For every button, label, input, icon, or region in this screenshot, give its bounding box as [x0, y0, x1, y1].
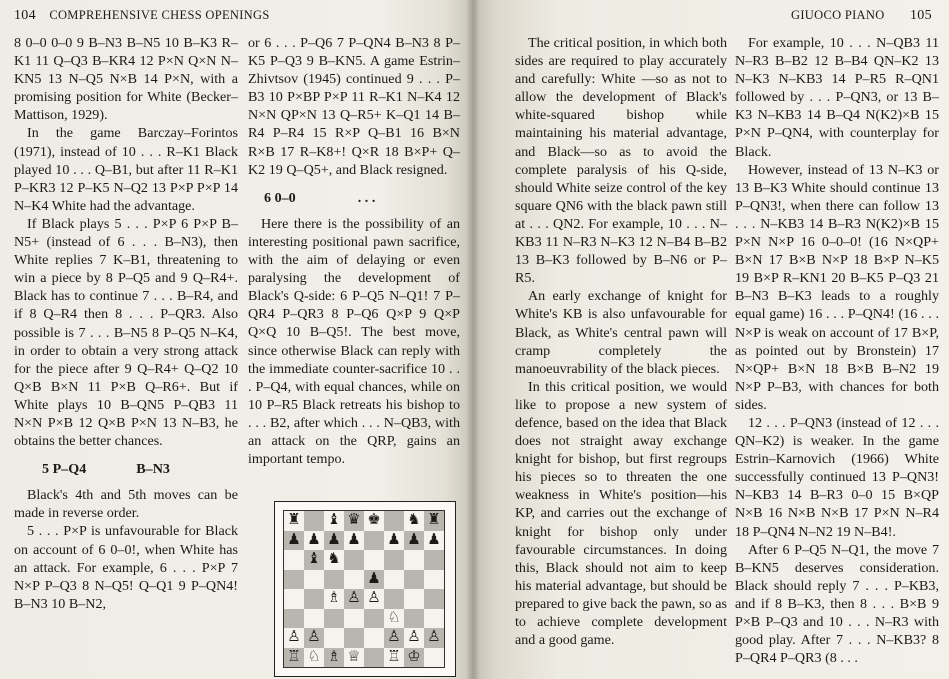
- board-square: [424, 609, 444, 629]
- paragraph: Here there is the possibility of an interesting positional pawn sacrifice, with the aim of delaying or even paralysing the development of Black's Q-side: 6 P–Q5 N–Q1! 7 P–QR4 P–QR3 8 P–Q6 Q×P 9 Q×P Q×Q 10 B–Q5!. The best move, since otherwise Black can reply with the immediate counter-sacrifice 10 . . . P–Q4, with equal chances, while on 10 P–R5 Black retreats his bishop to . . . B2, after which . . . N–QB3, with an attack on the QRP, gains an important tempo.: [248, 215, 460, 468]
- chess-piece-square: ♗: [324, 589, 344, 609]
- right-column-2: [735, 34, 939, 667]
- board-square: [304, 609, 324, 629]
- board-square: [364, 531, 384, 551]
- board-square: [304, 511, 324, 531]
- board-square: [304, 570, 324, 590]
- board-square: [284, 609, 304, 629]
- board-square: [364, 609, 384, 629]
- board-square: [384, 550, 404, 570]
- book-gutter: [466, 0, 480, 679]
- move-line: [248, 189, 460, 207]
- right-running-head: [791, 8, 932, 24]
- chess-piece-square: ♙: [424, 628, 444, 648]
- left-column-1: [14, 34, 238, 613]
- move-black: . . .: [357, 189, 376, 206]
- paragraph: 12 . . . P–QN3 (instead of 12 . . . QN–K2) is weaker. In the game Estrin–Karnovich (1966) White successfully continued 13 P–QN3! N–KB3 14 B–R3 0–0 15 B×QP N×B 16 N×B N×B 17 P×N N–R4 18 P–QN4 N–N2 19 N–B4!.: [735, 414, 939, 540]
- board-square: [344, 628, 364, 648]
- board-square: [424, 648, 444, 668]
- right-page-number: 105: [909, 8, 932, 23]
- chess-piece-square: ♝: [324, 511, 344, 531]
- board-square: [324, 628, 344, 648]
- paragraph: In this critical position, we would like to propose a new system of defence, based on the idea that Black does not straight away exchange knight for bishop, but first regroups his pieces so to threaten the one weakness in White's position—his KP, and carries out the exchange of knight for bishop only under favourable circumstances. In doing this, Black should not aim to keep his material advantage, but should be prepared to give back the pawn, so as to achieve complete development and a good game.: [515, 378, 727, 649]
- board-square: [364, 648, 384, 668]
- chess-piece-square: ♟: [404, 531, 424, 551]
- chess-piece-square: ♞: [324, 550, 344, 570]
- paragraph: or 6 . . . P–Q6 7 P–QN4 B–N3 8 P–K5 P–Q3 9 B–KN5. A game Estrin–Zhivtsov (1945) continued 9 . . . P–B3 10 P×BP P×P 11 R–K1 N–K4 12 N×N QP×N 13 Q–R5+ K–Q1 14 B–R4 P–R4 15 R×P Q–B1 16 B×N R×B 17 R–K8+! Q×R 18 B×P+ Q–K2 19 Q–Q5+, and Black resigned.: [248, 35, 460, 178]
- chess-piece-square: ♕: [344, 648, 364, 668]
- board-square: [384, 511, 404, 531]
- chess-piece-square: ♘: [384, 609, 404, 629]
- chess-piece-square: ♚: [364, 511, 384, 531]
- right-running-title: GIUOCO PIANO: [791, 8, 885, 22]
- board-square: [344, 609, 364, 629]
- chess-piece-square: ♟: [344, 531, 364, 551]
- paragraph: After 6 P–Q5 N–Q1, the move 7 B–KN5 deserves consideration. Black should reply 7 . . . P–KB3, and if 8 B–K3, then 8 . . . B×B 9 P×B P–Q3 and 10 . . . N–R3 with good play. After 7 . . . N–KB3? 8 P–QR4 P–QR3 (8 . . .: [735, 541, 939, 667]
- chess-piece-square: ♙: [364, 589, 384, 609]
- left-column-2: [248, 34, 460, 468]
- board-square: [344, 570, 364, 590]
- board-square: [404, 550, 424, 570]
- chess-piece-square: ♛: [344, 511, 364, 531]
- chess-piece-square: ♗: [324, 648, 344, 668]
- paragraph: However, instead of 13 N–K3 or 13 B–K3 White should continue 13 P–QN3!, when there can follow 13 . . . N–KB3 14 B–R3 N(K2)×B 15 P×N N×P 16 0–0–0! (16 N×QP+ B×N 17 B×B N×P 18 B×P N–K5 19 B×P R–KN1 20 B–K5 P–Q3 21 B–N3 B–K3 leads to a roughly equal game) 16 . . . P–QN4! (16 . . . N×P is weak on account of 17 B×P, as pointed out by Bronstein) 17 N×QP+ B×N 18 B×B B–N2 19 N×P P–B3, with chances for both sides.: [735, 161, 939, 413]
- chess-piece-square: ♜: [284, 511, 304, 531]
- chess-piece-square: ♙: [404, 628, 424, 648]
- chess-diagram: [274, 501, 456, 677]
- board-square: [404, 589, 424, 609]
- chess-piece-square: ♟: [284, 531, 304, 551]
- board-square: [404, 570, 424, 590]
- move-white: 6 0–0: [264, 189, 296, 206]
- paragraph: For example, 10 . . . N–QB3 11 N–R3 B–B2 12 B–B4 QN–K2 13 N–K3 N–KB3 14 P–R5 R–QN1 followed by . . . P–QN3, or 13 B–K3 N–KB3 14 B–Q4 N(K2)×B 15 P×N P–QN4, with counterplay for Black.: [735, 35, 939, 160]
- chess-board: [283, 510, 445, 668]
- board-square: [424, 589, 444, 609]
- board-square: [364, 550, 384, 570]
- move-line: [14, 460, 238, 478]
- chess-piece-square: ♟: [304, 531, 324, 551]
- board-square: [384, 570, 404, 590]
- chess-piece-square: ♝: [304, 550, 324, 570]
- chess-piece-square: ♙: [304, 628, 324, 648]
- board-square: [284, 550, 304, 570]
- paragraph: 8 0–0 0–0 9 B–N3 B–N5 10 B–K3 R–K1 11 Q–Q3 B–KR4 12 P×N Q×N N–KN5 13 N–Q5 N×B 14 P×N, with a promising position for White (Becker–Mattison, 1929).: [14, 35, 238, 124]
- chess-piece-square: ♖: [284, 648, 304, 668]
- paragraph: The critical position, in which both sides are required to play accurately and carefully: White —so as not to allow the development of Black's white-squared bishop while maintaining his material advantage, and Black—so as to avoid the complete paralysis of his Q-side, should White seize control of the key square QN6 with the black pawn still at . . . QN2. For example, 10 . . . N–KB3 11 N–R3 N–K3 12 N–B4 B–B2 13 B–K3 followed by B–N6 or P–R5.: [515, 35, 727, 287]
- chess-piece-square: ♔: [404, 648, 424, 668]
- left-page: [0, 0, 473, 679]
- chess-piece-square: ♟: [424, 531, 444, 551]
- board-square: [364, 628, 384, 648]
- chess-piece-square: ♞: [404, 511, 424, 531]
- board-square: [324, 570, 344, 590]
- chess-piece-square: ♟: [384, 531, 404, 551]
- move-white: 5 P–Q4: [42, 461, 87, 478]
- left-running-title: COMPREHENSIVE CHESS OPENINGS: [49, 8, 270, 22]
- board-square: [304, 589, 324, 609]
- move-black: B–N3: [136, 461, 170, 478]
- chess-piece-square: ♙: [284, 628, 304, 648]
- board-square: [324, 609, 344, 629]
- paragraph: In the game Barczay–Forintos (1971), instead of 10 . . . R–K1 Black played 10 . . . Q–B1, but after 11 R–K1 P–KR3 12 P–K5 N–Q2 13 P×P P×P 14 N–K4 White had the advantage.: [14, 125, 238, 214]
- paragraph: Black's 4th and 5th moves can be made in reverse order.: [14, 487, 238, 522]
- board-square: [404, 609, 424, 629]
- paragraph: An early exchange of knight for White's KB is also unfavourable for Black, as White's central pawn will cramp completely the manoeuvrability of the black pieces.: [515, 288, 727, 377]
- left-page-number: 104: [14, 8, 36, 23]
- board-square: [284, 570, 304, 590]
- chess-piece-square: ♟: [364, 570, 384, 590]
- paragraph: 5 . . . P×P is unfavourable for Black on account of 6 0–0!, when White has an attack. For example, 6 . . . P×P 7 N×P P–Q3 8 N–Q5! Q–Q1 9 P–QN4! B–N3 10 B–N2,: [14, 523, 238, 612]
- right-column-1: [515, 34, 727, 649]
- left-running-head: [14, 8, 270, 24]
- chess-piece-square: ♟: [324, 531, 344, 551]
- paragraph: If Black plays 5 . . . P×P 6 P×P B–N5+ (instead of 6 . . . B–N3), then White replies 7 K–B1, threatening to win a piece by 8 P–Q5 and 9 Q–R4+. Black has to continue 7 . . . B–R4, and if 8 Q–R4 then 8 . . . P–QR3. Also possible is 7 . . . B–N5 8 P–Q5 N–K4, in order to obtain a very strong attack for the piece after 9 Q–R4+ Q–Q2 10 Q×B B×N 11 P×B Q–R6+. But if White plays 10 B–QN5 P–QB3 11 N×N P×B 12 Q×B P×N 13 N–B3, he obtains the better chances.: [14, 215, 238, 450]
- chess-piece-square: ♙: [344, 589, 364, 609]
- board-square: [424, 550, 444, 570]
- board-square: [284, 589, 304, 609]
- chess-piece-square: ♘: [304, 648, 324, 668]
- right-page: [473, 0, 949, 679]
- board-square: [424, 570, 444, 590]
- board-square: [384, 589, 404, 609]
- board-square: [344, 550, 364, 570]
- chess-piece-square: ♙: [384, 628, 404, 648]
- chess-piece-square: ♜: [424, 511, 444, 531]
- chess-piece-square: ♖: [384, 648, 404, 668]
